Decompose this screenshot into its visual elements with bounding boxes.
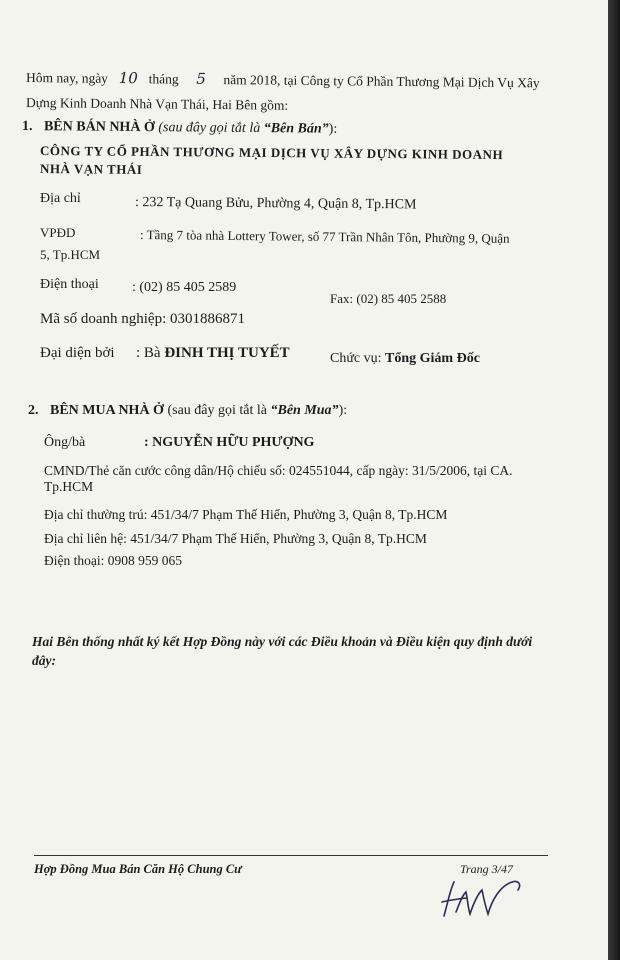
seller-rep-prefix: : Bà: [136, 345, 161, 361]
seller-company-line-1: CÔNG TY CỔ PHẦN THƯƠNG MẠI DỊCH VỤ XÂY DỰNG KINH DOANH: [39, 143, 504, 163]
seller-fax: Fax: (02) 85 405 2588: [330, 291, 447, 306]
seller-rep-label: Đại diện bởi: [40, 345, 115, 361]
seller-rep-name: ĐINH THỊ TUYẾT: [164, 345, 290, 361]
buyer-contact-address: Địa chỉ liên hệ: 451/34/7 Phạm Thế Hiển, Phường 3, Quận 8, Tp.HCM: [44, 531, 427, 546]
buyer-number: 2.: [28, 403, 39, 418]
buyer-name-value: : NGUYỄN HỮU PHƯỢNG: [144, 435, 315, 450]
intro-line-1: [26, 68, 540, 92]
seller-heading: [22, 118, 337, 139]
seller-phone-value: : (02) 85 405 2589: [132, 280, 237, 295]
seller-address-value: : 232 Tạ Quang Bửu, Phường 4, Quận 8, Tp.HCM: [134, 195, 417, 213]
seller-phone-label: Điện thoại: [40, 277, 99, 292]
buyer-permanent-address: Địa chỉ thường trú: 451/34/7 Phạm Thế Hiển, Phường 3, Quận 8, Tp.HCM: [44, 507, 448, 522]
scan-edge: [608, 0, 620, 960]
buyer-id-line-1: CMND/Thẻ căn cước công dân/Hộ chiếu số: 024551044, cấp ngày: 31/5/2006, tại CA.: [44, 463, 513, 478]
intro-month-label: tháng: [148, 71, 179, 87]
buyer-name-label: Ông/bà: [44, 435, 86, 450]
seller-heading-end: ):: [328, 121, 338, 137]
footer-page-number: Trang 3/47: [460, 862, 514, 876]
seller-heading-note: (sau đây gọi tắt là: [158, 120, 261, 137]
seller-office-label: VPĐD: [40, 225, 76, 240]
buyer-phone: Điện thoại: 0908 959 065: [44, 553, 182, 568]
buyer-heading-term: “Bên Mua”: [270, 403, 339, 418]
agreement-line-1: Hai Bên thống nhất ký kết Hợp Đồng này với các Điều khoản và Điều kiện quy định dưới: [32, 634, 533, 649]
seller-office-value-line-1: : Tầng 7 tòa nhà Lottery Tower, số 77 Trần Nhân Tôn, Phường 9, Quận: [139, 227, 510, 246]
seller-rep: [136, 344, 290, 362]
buyer-heading-text: BÊN MUA NHÀ Ở: [50, 403, 164, 418]
buyer-heading-note: (sau đây gọi tắt là: [167, 403, 267, 418]
seller-address-label: Địa chỉ: [40, 191, 81, 206]
agreement-line-2: đây:: [32, 653, 56, 668]
seller-tax-id: Mã số doanh nghiệp: 0301886871: [40, 311, 245, 327]
buyer-heading-end: ):: [338, 403, 348, 418]
intro-line-2: Dựng Kinh Doanh Nhà Vạn Thái, Hai Bên gồm:: [25, 95, 289, 113]
handwritten-day: 10: [118, 68, 138, 88]
footer-title: Hợp Đồng Mua Bán Căn Hộ Chung Cư: [34, 862, 242, 876]
buyer-id-line-2: Tp.HCM: [44, 479, 94, 494]
seller-heading-term: “Bên Bán”: [263, 121, 329, 137]
seller-company-line-2: NHÀ VẠN THÁI: [39, 161, 143, 177]
intro-suffix: năm 2018, tại Công ty Cổ Phần Thương Mại Dịch Vụ Xây: [223, 72, 540, 91]
seller-number: 1.: [21, 119, 33, 135]
seller-office-value-line-2: 5, Tp.HCM: [40, 247, 101, 262]
seller-position-value: Tổng Giám Đốc: [385, 351, 480, 366]
seller-position: [330, 350, 480, 368]
seller-position-label: Chức vụ:: [330, 351, 382, 366]
footer-divider: [34, 855, 548, 856]
handwritten-month: 5: [196, 69, 206, 88]
buyer-heading: [28, 402, 347, 420]
handwritten-initials: [438, 872, 528, 924]
intro-prefix: Hôm nay, ngày: [25, 70, 109, 86]
seller-heading-text: BÊN BÁN NHÀ Ở: [43, 119, 155, 136]
